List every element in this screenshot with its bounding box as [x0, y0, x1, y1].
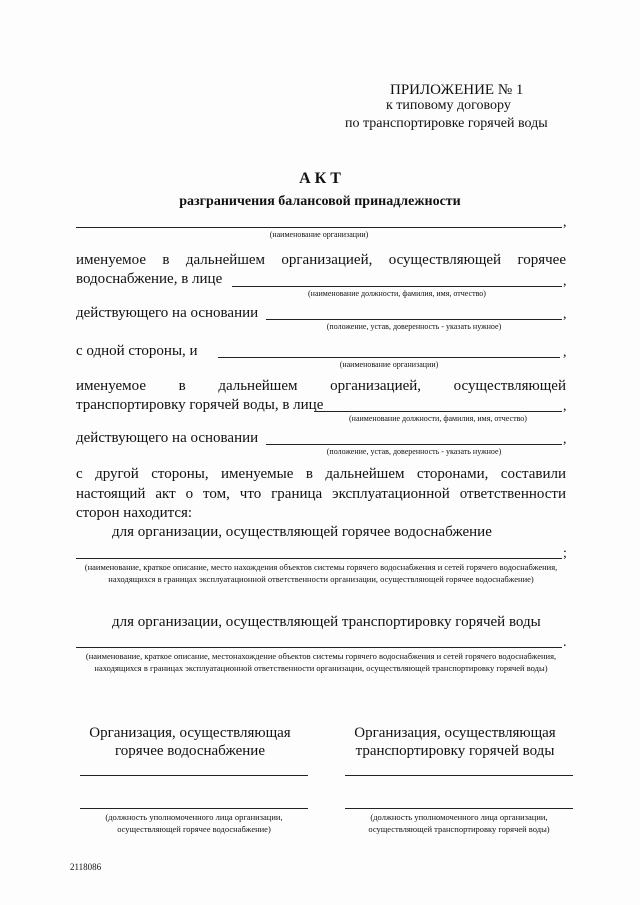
supplier-representative-line[interactable]	[232, 286, 562, 287]
appendix-line-3: по транспортировке горячей воды	[345, 116, 548, 131]
right-position-line[interactable]	[345, 808, 573, 809]
act-subtitle: разграничения балансовой принадлежности	[179, 194, 461, 209]
other-side-line3: сторон находится:	[76, 505, 193, 521]
right-position-note-1: (должность уполномоченного лица организации,	[370, 812, 548, 822]
left-signature-line[interactable]	[80, 775, 308, 776]
org1-name-note: (наименование организации)	[269, 230, 369, 239]
comma: ,	[563, 399, 567, 414]
left-position-note-1: (должность уполномоченного лица организации,	[105, 812, 283, 822]
comma: ,	[563, 307, 567, 322]
transport-basis-note: (положение, устав, доверенность - указать нужное)	[326, 447, 502, 456]
supplier-basis-line[interactable]	[266, 319, 562, 320]
left-signatory-title-2: горячее водоснабжение	[115, 743, 265, 759]
right-signatory-title-2: транспортировку горячей воды	[355, 743, 555, 759]
left-position-line[interactable]	[80, 808, 308, 809]
org1-name-line[interactable]	[76, 227, 562, 228]
other-side-line1: с другой стороны, именуемые в дальнейшем сторонами, составили	[76, 466, 566, 482]
transport-representative-line[interactable]	[314, 411, 562, 412]
right-position-note-2: осуществляющей транспортировку горячей воды)	[368, 824, 550, 834]
one-side-text: с одной стороны, и	[76, 343, 198, 359]
appendix-line-2: к типовому договору	[386, 98, 511, 113]
transport-hereinafter-line2: транспортировку горячей воды, в лице	[76, 397, 324, 413]
org2-name-note: (наименование организации)	[339, 360, 439, 369]
comma: ,	[563, 274, 567, 289]
supplier-representative-note: (наименование должности, фамилия, имя, отчество)	[308, 289, 486, 298]
transport-boundary-line[interactable]	[76, 647, 562, 648]
supplier-acting-basis: действующего на основании	[76, 305, 259, 321]
comma: ,	[563, 345, 567, 360]
supplier-hereinafter-line2: водоснабжение, в лице	[76, 271, 223, 287]
supplier-basis-note: (положение, устав, доверенность - указать нужное)	[326, 322, 502, 331]
right-signature-line[interactable]	[345, 775, 573, 776]
transport-hereinafter-line1: именуемое в дальнейшем организацией, осуществляющей	[76, 378, 566, 394]
document-number: 2118086	[70, 862, 102, 872]
period: .	[563, 635, 567, 650]
org2-name-line[interactable]	[218, 357, 560, 358]
right-signatory-title-1: Организация, осуществляющая	[354, 725, 556, 741]
for-supplier-heading: для организации, осуществляющей горячее водоснабжение	[112, 524, 492, 540]
transport-basis-line[interactable]	[266, 444, 562, 445]
appendix-title: ПРИЛОЖЕНИЕ № 1	[390, 82, 524, 98]
comma: ,	[563, 432, 567, 447]
other-side-line2: настоящий акт о том, что граница эксплуатационной ответственности	[76, 486, 566, 502]
for-transport-heading: для организации, осуществляющей транспортировку горячей воды	[112, 614, 541, 630]
transport-boundary-note: (наименование, краткое описание, местонахождение объектов системы горячего водоснабжения и сетей горячего водоснабжения, находящихся в границах эксплуатационной ответственности организации, осуществляющей транспортировку горячей воды)	[85, 651, 557, 673]
left-position-note-2: осуществляющей горячее водоснабжение)	[117, 824, 271, 834]
comma: ,	[563, 215, 567, 230]
left-signatory-title-1: Организация, осуществляющая	[89, 725, 291, 741]
semicolon: ;	[563, 546, 567, 561]
supplier-hereinafter-line1: именуемое в дальнейшем организацией, осуществляющей горячее	[76, 252, 566, 268]
transport-representative-note: (наименование должности, фамилия, имя, отчество)	[349, 414, 527, 423]
supplier-boundary-note: (наименование, краткое описание, место нахождения объектов системы горячего водоснабжения и сетей горячего водоснабжения, находящихся в границах эксплуатационной ответственности организации, осуществляющей горячее водоснабжение)	[84, 562, 558, 584]
act-title: А К Т	[299, 170, 341, 187]
supplier-boundary-line[interactable]	[76, 558, 562, 559]
transport-acting-basis: действующего на основании	[76, 430, 259, 446]
